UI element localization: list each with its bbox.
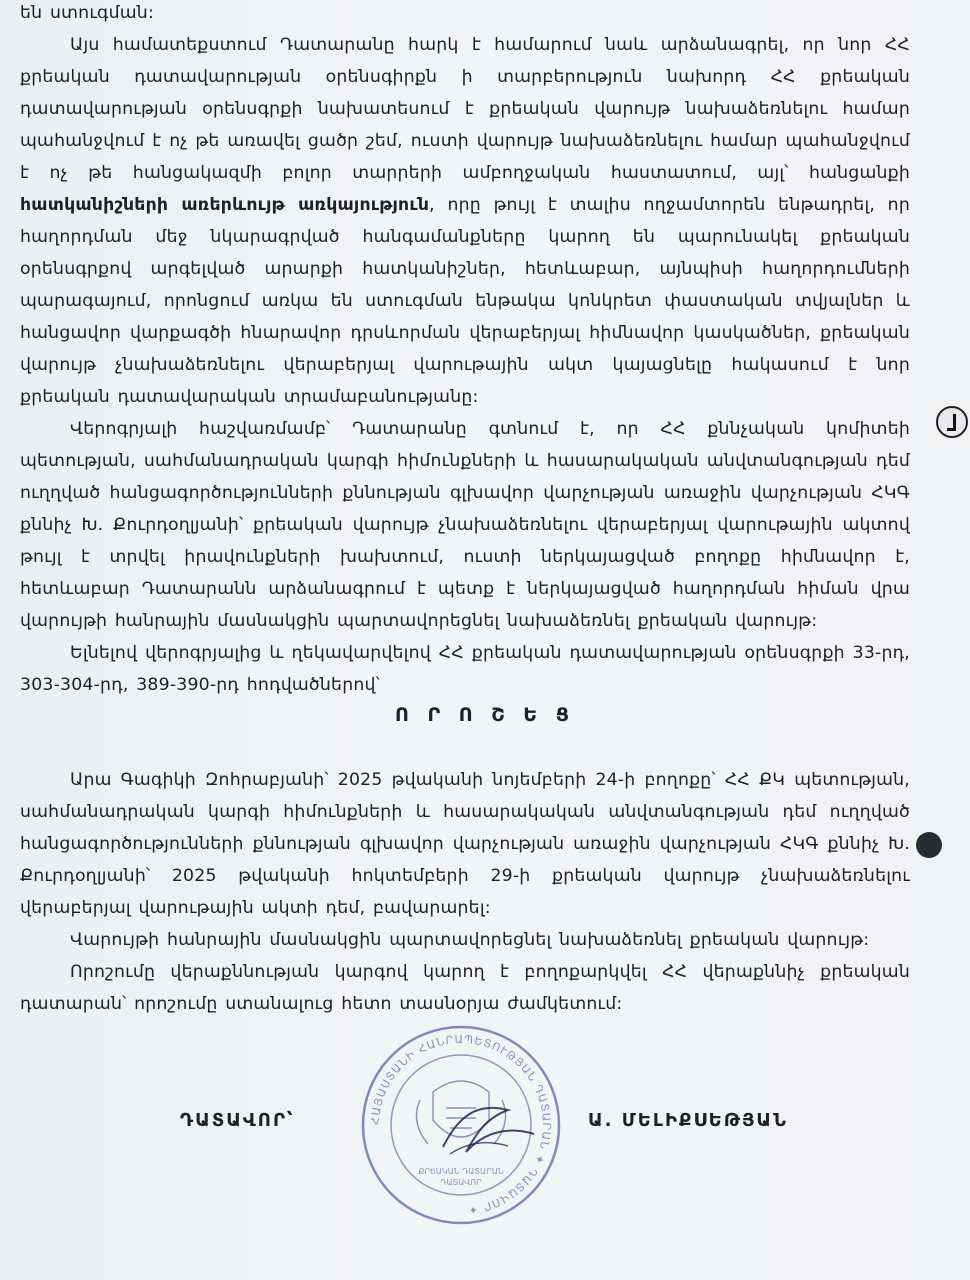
body-text	[20, 0, 910, 701]
svg-text:ՀԱՅԱՍՏԱՆԻ ՀԱՆՐԱՊԵՏՈՒԹՅԱՆ ԴԱՏԱՐ: ՀԱՅԱՍՏԱՆԻ ՀԱՆՐԱՊԵՏՈՒԹՅԱՆ ԴԱՏԱՐԱՆ ✦ ԴԱՏԱՎՈՐ ✦	[368, 1032, 554, 1217]
decision-body	[20, 764, 910, 1020]
paragraph-threshold-rest: , որը թույլ է տալիս ողջամտորեն ենթադրել, որ հաղորդման մեջ նկարագրված հանգամանքները կարող են պարունակել քրեական օրենսգրքով արգելված արարքի հատկանիշներ, հետևաբար, այնպիսի հաղորդումների պարագայում, որոնցում առկա են ստուգման ենթակա կոնկրետ փաստական տվյալներ և հանցավոր վարքագծի հնարավոր դրսևորման վերաբերյալ հիմնավոր կասկածներ, քրեական վարույթ չնախաձեռնելու վերաբերյալ վարութային ակտ կայացնելը հակասում է նոր քրեական դատավարական տրամաբանությանը:	[20, 195, 910, 407]
binding-hole-icon	[916, 832, 942, 858]
binding-hole-icon	[936, 406, 968, 438]
court-seal-stamp	[358, 1022, 564, 1228]
decision-heading: Ո Ր Ո Շ Ե Ց	[394, 704, 576, 726]
emphasis-bold-text: հատկանիշների առերևույթ առկայություն	[20, 195, 430, 215]
paragraph-conclusion: Վերոգրյալի հաշվառմամբ՝ Դատարանը գտնում է, որ ՀՀ քննչական կոմիտեի պետության, սահմանադրական կարգի հիմունքների և հասարակական անվտանգության դեմ ուղղված հանցագործությունների քննության գլխավոր վարչության առաջին վարչության ՀԿԳ քննիչ Խ. Քուրդօղլյանի՝ քրեական վարույթ չնախաձեռնելու վերաբերյալ վարութային ակտով թույլ է տրվել իրավունքների խախտում, ուստի ներկայացված բողոքը հիմնավոր է, հետևաբար Դատարանն արձանագրում է պետք է ներկայացված հաղորդման հիման վրա վարույթի հանրային մասնակցին պարտավորեցնել նախաձեռնել քրեական վարույթ:	[20, 419, 910, 631]
decision-item-1: Արա Գագիկի Զոհրաբյանի՝ 2025 թվականի նոյեմբերի 24-ի բողոքը՝ ՀՀ ՔԿ պետության, սահմանադրական կարգի հիմունքների և հասարակական անվտանգության դեմ ուղղված հանցագործությունների քննության գլխավոր վարչության առաջին վարչության ՀԿԳ քննիչ Խ. Քուրդօղլյանի՝ 2025 թվականի հոկտեմբերի 29-ի քրեական վարույթ չնախաձեռնելու վերաբերյալ վարութային ակտի դեմ, բավարարել:	[20, 770, 910, 918]
judge-title: ԴԱՏԱՎՈՐ՝	[180, 1110, 295, 1131]
svg-text:ՔՐԵԱԿԱՆ ԴԱՏԱՐԱՆ: ՔՐԵԱԿԱՆ ԴԱՏԱՐԱՆ	[418, 1167, 504, 1176]
decision-item-2: Վարույթի հանրային մասնակցին պարտավորեցնել նախաձեռնել քրեական վարույթ:	[70, 930, 870, 950]
paragraph-legal-basis: Ելնելով վերոգրյալից և ղեկավարվելով ՀՀ քրեական դատավարության օրենսգրքի 33-րդ, 303-304-րդ, 389-390-րդ հոդվածներով՝	[20, 643, 910, 695]
decision-item-3: Որոշումը վերաքննության կարգով կարող է բողոքարկվել ՀՀ վերաքննիչ քրեական դատարան՝ որոշումը ստանալուց հետո տասնօրյա ժամկետում:	[20, 962, 910, 1014]
svg-text:ԴԱՏԱՎՈՐ: ԴԱՏԱՎՈՐ	[440, 1178, 482, 1187]
paragraph-fragment: են ստուգման:	[20, 3, 154, 23]
paragraph-threshold-text: Այս համատեքստում Դատարանը հարկ է համարում նաև արձանագրել, որ նոր ՀՀ քրեական դատավարության օրենսգիրքն ի տարբերություն նախորդ ՀՀ քրեական դատավարության օրենսգրքի նախատեսում է քրեական վարույթ նախաձեռնելու համար պահանջվում է ոչ թե առավել ցածր շեմ, ուստի վարույթ նախաձեռնելու համար պահանջվում է ոչ թե հանցակազմի բոլոր տարրերի ամբողջական հաստատում, այլ՝ հանցանքի	[20, 35, 910, 183]
paragraph-threshold	[20, 29, 910, 413]
judge-name: Ա. ՄԵԼԻՔՍԵԹՅԱՆ	[588, 1110, 788, 1131]
